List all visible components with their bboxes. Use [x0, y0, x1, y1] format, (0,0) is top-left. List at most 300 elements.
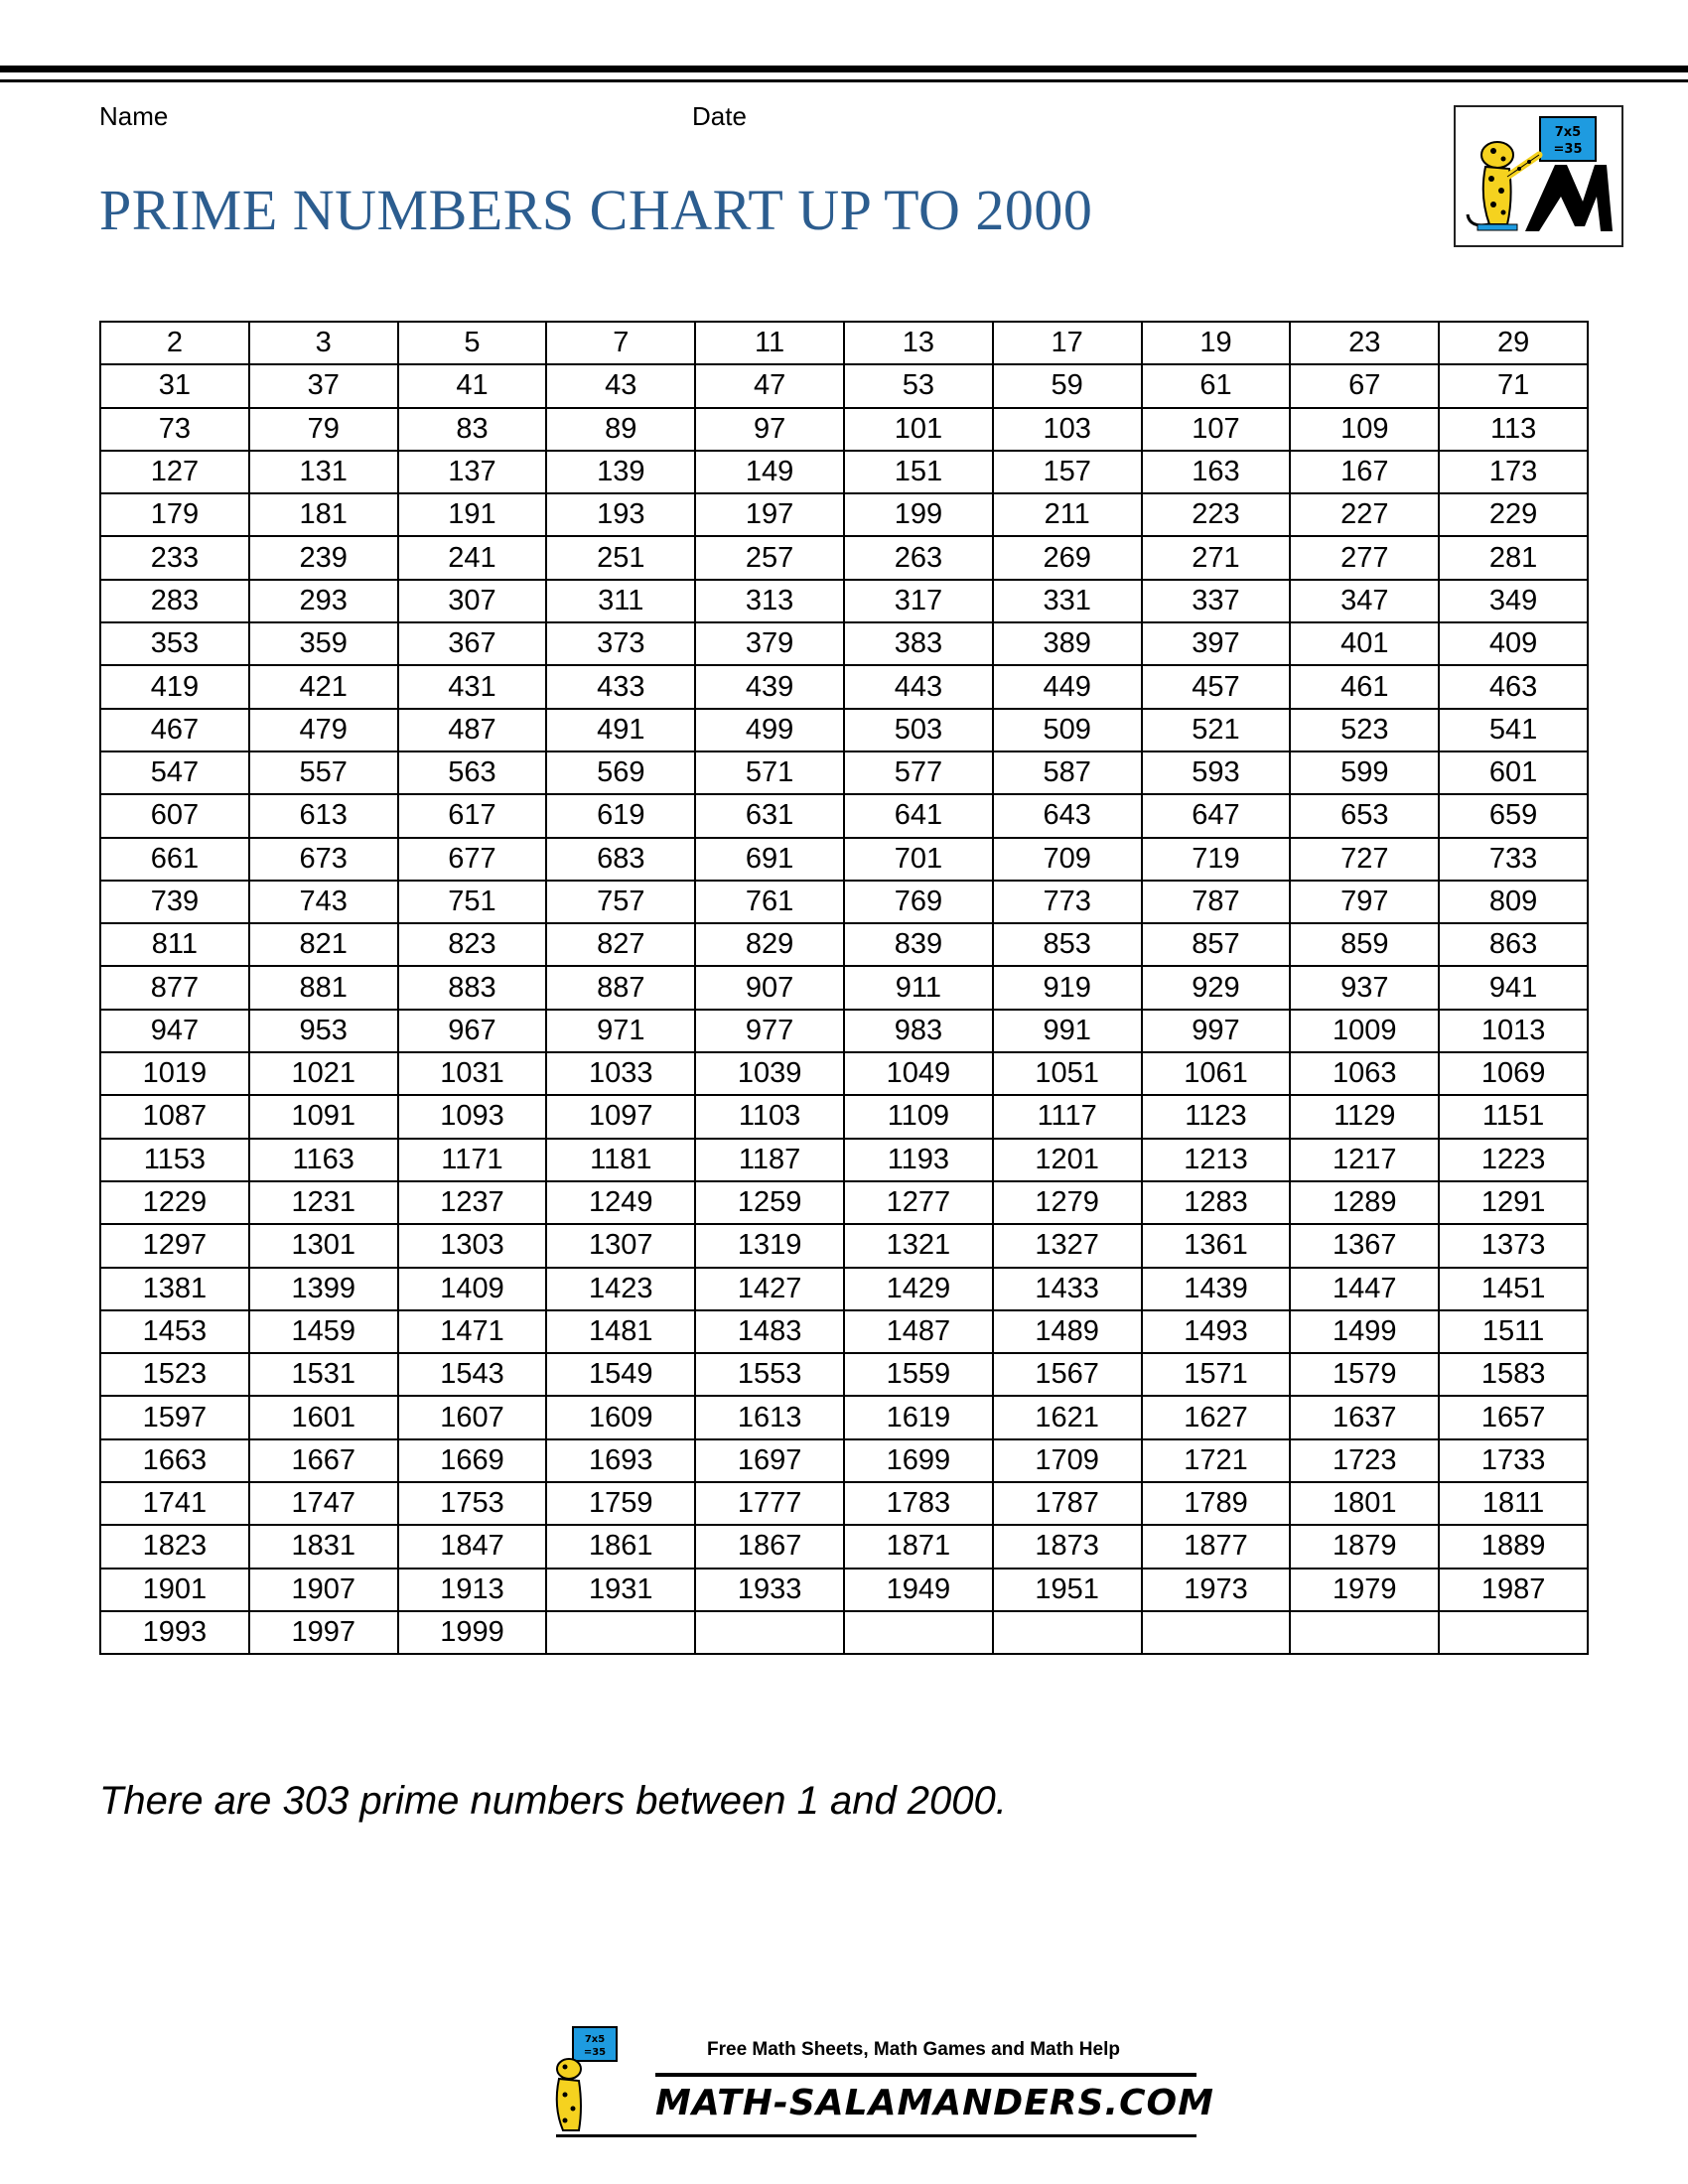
prime-cell: 739	[100, 881, 249, 923]
prime-cell: 1733	[1439, 1439, 1588, 1482]
prime-cell: 971	[546, 1010, 695, 1052]
prime-cell: 1291	[1439, 1181, 1588, 1224]
prime-cell: 127	[100, 451, 249, 493]
prime-cell: 839	[844, 923, 993, 966]
table-row	[100, 794, 1588, 837]
table-row	[100, 709, 1588, 751]
prime-cell: 1747	[249, 1482, 398, 1525]
prime-cell: 1811	[1439, 1482, 1588, 1525]
prime-cell	[546, 1611, 695, 1654]
prime-cell: 1033	[546, 1052, 695, 1095]
prime-cell: 1613	[695, 1396, 844, 1438]
prime-cell: 1237	[398, 1181, 547, 1224]
prime-cell: 229	[1439, 493, 1588, 536]
prime-cell: 887	[546, 966, 695, 1009]
prime-cell: 313	[695, 580, 844, 622]
prime-cell: 1153	[100, 1139, 249, 1181]
prime-cell: 337	[1142, 580, 1291, 622]
prime-cell: 1259	[695, 1181, 844, 1224]
table-row	[100, 1611, 1588, 1654]
table-row	[100, 1525, 1588, 1568]
prime-cell: 1297	[100, 1224, 249, 1267]
footer-tagline: Free Math Sheets, Math Games and Math Help	[707, 2039, 1120, 2060]
prime-cell: 47	[695, 364, 844, 407]
prime-cell: 1321	[844, 1224, 993, 1267]
prime-cell: 1031	[398, 1052, 547, 1095]
table-row	[100, 1052, 1588, 1095]
prime-cell: 31	[100, 364, 249, 407]
prime-cell: 1571	[1142, 1353, 1291, 1396]
prime-cell: 701	[844, 838, 993, 881]
prime-cell: 1277	[844, 1181, 993, 1224]
prime-cell: 67	[1290, 364, 1439, 407]
top-rule-thin	[0, 79, 1688, 82]
prime-cell: 409	[1439, 622, 1588, 665]
prime-cell: 797	[1290, 881, 1439, 923]
table-row	[100, 580, 1588, 622]
prime-cell: 787	[1142, 881, 1291, 923]
prime-cell: 151	[844, 451, 993, 493]
prime-cell: 1979	[1290, 1569, 1439, 1611]
prime-cell: 1783	[844, 1482, 993, 1525]
prime-cell: 1889	[1439, 1525, 1588, 1568]
prime-cell: 457	[1142, 665, 1291, 708]
prime-cell: 1009	[1290, 1010, 1439, 1052]
prime-cell: 1627	[1142, 1396, 1291, 1438]
prime-cell: 193	[546, 493, 695, 536]
prime-cell: 1511	[1439, 1310, 1588, 1353]
prime-cell: 1109	[844, 1095, 993, 1138]
prime-cell: 139	[546, 451, 695, 493]
prime-cell: 523	[1290, 709, 1439, 751]
prime-cell: 1361	[1142, 1224, 1291, 1267]
prime-cell: 1217	[1290, 1139, 1439, 1181]
prime-cell: 1429	[844, 1268, 993, 1310]
table-row	[100, 622, 1588, 665]
prime-cell: 23	[1290, 322, 1439, 364]
prime-cell: 607	[100, 794, 249, 837]
prime-cell: 5	[398, 322, 547, 364]
prime-cell: 239	[249, 536, 398, 579]
prime-cell: 131	[249, 451, 398, 493]
prime-cell: 1579	[1290, 1353, 1439, 1396]
prime-cell: 571	[695, 751, 844, 794]
prime-cell: 331	[993, 580, 1142, 622]
table-row	[100, 364, 1588, 407]
prime-cell: 1601	[249, 1396, 398, 1438]
prime-cell: 617	[398, 794, 547, 837]
prime-cell: 1063	[1290, 1052, 1439, 1095]
prime-cell: 163	[1142, 451, 1291, 493]
prime-cell: 727	[1290, 838, 1439, 881]
prime-cell: 1489	[993, 1310, 1142, 1353]
prime-cell: 1097	[546, 1095, 695, 1138]
prime-cell: 1831	[249, 1525, 398, 1568]
prime-cell: 1753	[398, 1482, 547, 1525]
prime-cell: 1523	[100, 1353, 249, 1396]
prime-cell: 1019	[100, 1052, 249, 1095]
prime-cell: 823	[398, 923, 547, 966]
prime-cell: 13	[844, 322, 993, 364]
prime-cell: 829	[695, 923, 844, 966]
table-row	[100, 536, 1588, 579]
prime-cell: 1069	[1439, 1052, 1588, 1095]
salamander-logo	[1454, 105, 1623, 247]
prime-cell: 1583	[1439, 1353, 1588, 1396]
prime-cell: 1597	[100, 1396, 249, 1438]
table-row	[100, 1482, 1588, 1525]
prime-cell: 907	[695, 966, 844, 1009]
prime-cell: 1609	[546, 1396, 695, 1438]
prime-cell: 563	[398, 751, 547, 794]
prime-cell: 937	[1290, 966, 1439, 1009]
svg-text:7x5: 7x5	[1554, 125, 1582, 140]
prime-cell: 439	[695, 665, 844, 708]
prime-cell: 661	[100, 838, 249, 881]
prime-cell: 3	[249, 322, 398, 364]
prime-cell	[844, 1611, 993, 1654]
prime-cell: 709	[993, 838, 1142, 881]
prime-cell: 1117	[993, 1095, 1142, 1138]
prime-cell: 1949	[844, 1569, 993, 1611]
table-row	[100, 408, 1588, 451]
prime-cell: 389	[993, 622, 1142, 665]
prime-cell: 769	[844, 881, 993, 923]
prime-cell: 1289	[1290, 1181, 1439, 1224]
name-label: Name	[99, 101, 169, 131]
prime-cell: 1847	[398, 1525, 547, 1568]
prime-cell: 1303	[398, 1224, 547, 1267]
prime-cell: 61	[1142, 364, 1291, 407]
prime-cell: 349	[1439, 580, 1588, 622]
prime-cell: 317	[844, 580, 993, 622]
svg-text:=35: =35	[583, 2047, 607, 2058]
prime-cell: 397	[1142, 622, 1291, 665]
prime-cell: 1249	[546, 1181, 695, 1224]
prime-cell: 1427	[695, 1268, 844, 1310]
prime-cell: 467	[100, 709, 249, 751]
prime-cell: 1987	[1439, 1569, 1588, 1611]
prime-cell: 311	[546, 580, 695, 622]
table-row	[100, 665, 1588, 708]
prime-cell: 487	[398, 709, 547, 751]
prime-cell: 223	[1142, 493, 1291, 536]
prime-cell: 293	[249, 580, 398, 622]
table-row	[100, 322, 1588, 364]
prime-cell: 919	[993, 966, 1142, 1009]
prime-cell: 1049	[844, 1052, 993, 1095]
prime-cell: 419	[100, 665, 249, 708]
prime-cell: 53	[844, 364, 993, 407]
prime-cell: 1423	[546, 1268, 695, 1310]
prime-cell: 1471	[398, 1310, 547, 1353]
prime-cell: 1741	[100, 1482, 249, 1525]
footer-logo	[551, 2025, 621, 2139]
prime-cell: 1871	[844, 1525, 993, 1568]
prime-cell: 241	[398, 536, 547, 579]
prime-cell: 1697	[695, 1439, 844, 1482]
prime-cell: 1997	[249, 1611, 398, 1654]
prime-cell: 373	[546, 622, 695, 665]
page-title: PRIME NUMBERS CHART UP TO 2000	[99, 178, 1093, 242]
prime-cell: 41	[398, 364, 547, 407]
prime-cell: 1607	[398, 1396, 547, 1438]
prime-cell: 929	[1142, 966, 1291, 1009]
prime-cell: 599	[1290, 751, 1439, 794]
prime-cell: 1103	[695, 1095, 844, 1138]
prime-cell: 1171	[398, 1139, 547, 1181]
prime-cell: 1129	[1290, 1095, 1439, 1138]
table-row	[100, 751, 1588, 794]
prime-cell: 179	[100, 493, 249, 536]
table-row	[100, 1310, 1588, 1353]
prime-cell: 577	[844, 751, 993, 794]
svg-text:=35: =35	[1553, 142, 1583, 157]
prime-cell: 1723	[1290, 1439, 1439, 1482]
salamander-logo-icon	[1456, 107, 1621, 245]
prime-cell: 491	[546, 709, 695, 751]
prime-cell: 383	[844, 622, 993, 665]
prime-cell: 167	[1290, 451, 1439, 493]
prime-cell: 1699	[844, 1439, 993, 1482]
prime-cell: 269	[993, 536, 1142, 579]
prime-cell: 283	[100, 580, 249, 622]
prime-cell: 1801	[1290, 1482, 1439, 1525]
prime-cell: 761	[695, 881, 844, 923]
prime-cell: 1787	[993, 1482, 1142, 1525]
prime-cell: 1151	[1439, 1095, 1588, 1138]
table-row	[100, 1181, 1588, 1224]
prime-cell: 353	[100, 622, 249, 665]
prime-cell: 421	[249, 665, 398, 708]
prime-cell: 1867	[695, 1525, 844, 1568]
prime-numbers-table	[99, 321, 1589, 1655]
prime-cell: 683	[546, 838, 695, 881]
prime-cell: 1913	[398, 1569, 547, 1611]
prime-cell: 1447	[1290, 1268, 1439, 1310]
prime-cell: 137	[398, 451, 547, 493]
prime-cell: 1901	[100, 1569, 249, 1611]
prime-cell: 479	[249, 709, 398, 751]
prime-cell: 1493	[1142, 1310, 1291, 1353]
prime-cell: 1483	[695, 1310, 844, 1353]
prime-cell: 587	[993, 751, 1142, 794]
prime-cell: 1373	[1439, 1224, 1588, 1267]
prime-cell: 593	[1142, 751, 1291, 794]
prime-cell: 499	[695, 709, 844, 751]
prime-cell: 2	[100, 322, 249, 364]
prime-cell: 509	[993, 709, 1142, 751]
prime-cell: 1667	[249, 1439, 398, 1482]
prime-cell: 521	[1142, 709, 1291, 751]
prime-cell: 263	[844, 536, 993, 579]
prime-cell: 233	[100, 536, 249, 579]
prime-cell: 1549	[546, 1353, 695, 1396]
table-row	[100, 1396, 1588, 1438]
prime-cell: 751	[398, 881, 547, 923]
prime-cell: 1123	[1142, 1095, 1291, 1138]
prime-cell: 197	[695, 493, 844, 536]
prime-cell: 277	[1290, 536, 1439, 579]
prime-cell: 109	[1290, 408, 1439, 451]
prime-cell: 1459	[249, 1310, 398, 1353]
prime-cell: 557	[249, 751, 398, 794]
prime-cell: 619	[546, 794, 695, 837]
table-row	[100, 1439, 1588, 1482]
prime-cell: 1327	[993, 1224, 1142, 1267]
prime-cell: 1567	[993, 1353, 1142, 1396]
prime-cell: 103	[993, 408, 1142, 451]
prime-cell: 821	[249, 923, 398, 966]
prime-cell: 1669	[398, 1439, 547, 1482]
prime-cell: 1223	[1439, 1139, 1588, 1181]
prime-cell: 1951	[993, 1569, 1142, 1611]
prime-cell: 181	[249, 493, 398, 536]
table-row	[100, 881, 1588, 923]
prime-cell: 1657	[1439, 1396, 1588, 1438]
prime-cell: 227	[1290, 493, 1439, 536]
footer-underline	[556, 2134, 1196, 2137]
prime-cell: 113	[1439, 408, 1588, 451]
prime-cell: 271	[1142, 536, 1291, 579]
prime-cell: 1301	[249, 1224, 398, 1267]
prime-cell: 199	[844, 493, 993, 536]
prime-cell: 1433	[993, 1268, 1142, 1310]
prime-cell: 953	[249, 1010, 398, 1052]
prime-cell: 1039	[695, 1052, 844, 1095]
prime-cell	[1439, 1611, 1588, 1654]
prime-cell: 641	[844, 794, 993, 837]
prime-cell: 941	[1439, 966, 1588, 1009]
table-row	[100, 838, 1588, 881]
prime-cell: 643	[993, 794, 1142, 837]
prime-cell: 743	[249, 881, 398, 923]
prime-cell: 827	[546, 923, 695, 966]
prime-cell: 1759	[546, 1482, 695, 1525]
prime-cell: 281	[1439, 536, 1588, 579]
prime-cell: 1931	[546, 1569, 695, 1611]
prime-cell: 7	[546, 322, 695, 364]
prime-cell	[695, 1611, 844, 1654]
prime-cell: 1999	[398, 1611, 547, 1654]
prime-cell: 631	[695, 794, 844, 837]
prime-cell: 659	[1439, 794, 1588, 837]
prime-cell: 1453	[100, 1310, 249, 1353]
prime-cell: 89	[546, 408, 695, 451]
table-row	[100, 1268, 1588, 1310]
table-row	[100, 1010, 1588, 1052]
prime-cell: 1789	[1142, 1482, 1291, 1525]
table-row	[100, 1224, 1588, 1267]
prime-cell: 107	[1142, 408, 1291, 451]
table-row	[100, 1139, 1588, 1181]
prime-cell: 1873	[993, 1525, 1142, 1568]
footer-rule	[655, 2073, 1196, 2077]
summary-text: There are 303 prime numbers between 1 and 2000.	[99, 1779, 1007, 1823]
prime-cell: 97	[695, 408, 844, 451]
prime-cell: 991	[993, 1010, 1142, 1052]
prime-cell: 613	[249, 794, 398, 837]
footer-salamander-icon	[551, 2025, 621, 2139]
prime-cell: 719	[1142, 838, 1291, 881]
date-label: Date	[692, 101, 747, 131]
prime-cell: 443	[844, 665, 993, 708]
prime-cell: 1777	[695, 1482, 844, 1525]
prime-cell: 673	[249, 838, 398, 881]
prime-cell: 1283	[1142, 1181, 1291, 1224]
prime-cell: 1637	[1290, 1396, 1439, 1438]
prime-cell: 1229	[100, 1181, 249, 1224]
prime-cell: 1061	[1142, 1052, 1291, 1095]
prime-cell: 1861	[546, 1525, 695, 1568]
prime-cell: 773	[993, 881, 1142, 923]
prime-cell: 997	[1142, 1010, 1291, 1052]
prime-cell: 83	[398, 408, 547, 451]
prime-cell: 1163	[249, 1139, 398, 1181]
prime-cell: 1553	[695, 1353, 844, 1396]
prime-cell: 1481	[546, 1310, 695, 1353]
prime-cell: 1021	[249, 1052, 398, 1095]
footer-site-name[interactable]: MATH-SALAMANDERS.COM	[655, 2083, 1214, 2123]
prime-cell: 1279	[993, 1181, 1142, 1224]
prime-cell: 1663	[100, 1439, 249, 1482]
prime-cell: 1093	[398, 1095, 547, 1138]
top-rule-thick	[0, 66, 1688, 72]
prime-cell: 1193	[844, 1139, 993, 1181]
prime-cell: 1231	[249, 1181, 398, 1224]
prime-cell: 547	[100, 751, 249, 794]
prime-cell: 1709	[993, 1439, 1142, 1482]
prime-cell: 211	[993, 493, 1142, 536]
prime-cell	[1142, 1611, 1291, 1654]
prime-cell: 449	[993, 665, 1142, 708]
prime-cell: 463	[1439, 665, 1588, 708]
prime-cell: 911	[844, 966, 993, 1009]
prime-cell: 1181	[546, 1139, 695, 1181]
prime-cell: 691	[695, 838, 844, 881]
prime-cell: 1381	[100, 1268, 249, 1310]
prime-cell: 191	[398, 493, 547, 536]
prime-cell: 983	[844, 1010, 993, 1052]
table-row	[100, 451, 1588, 493]
prime-cell: 1973	[1142, 1569, 1291, 1611]
prime-cell: 29	[1439, 322, 1588, 364]
prime-cell: 1051	[993, 1052, 1142, 1095]
prime-cell: 863	[1439, 923, 1588, 966]
prime-cell: 1879	[1290, 1525, 1439, 1568]
table-row	[100, 1353, 1588, 1396]
prime-cell: 73	[100, 408, 249, 451]
prime-cell: 1907	[249, 1569, 398, 1611]
prime-cell: 859	[1290, 923, 1439, 966]
prime-cell: 677	[398, 838, 547, 881]
prime-cell: 1531	[249, 1353, 398, 1396]
prime-cell: 1187	[695, 1139, 844, 1181]
prime-cell: 79	[249, 408, 398, 451]
prime-cell: 1559	[844, 1353, 993, 1396]
prime-cell: 347	[1290, 580, 1439, 622]
prime-cell: 59	[993, 364, 1142, 407]
prime-cell: 37	[249, 364, 398, 407]
table-row	[100, 1569, 1588, 1611]
prime-cell: 173	[1439, 451, 1588, 493]
prime-cell: 1013	[1439, 1010, 1588, 1052]
prime-cell: 1367	[1290, 1224, 1439, 1267]
prime-cell: 431	[398, 665, 547, 708]
prime-cell: 1409	[398, 1268, 547, 1310]
prime-cell: 433	[546, 665, 695, 708]
prime-cell: 43	[546, 364, 695, 407]
